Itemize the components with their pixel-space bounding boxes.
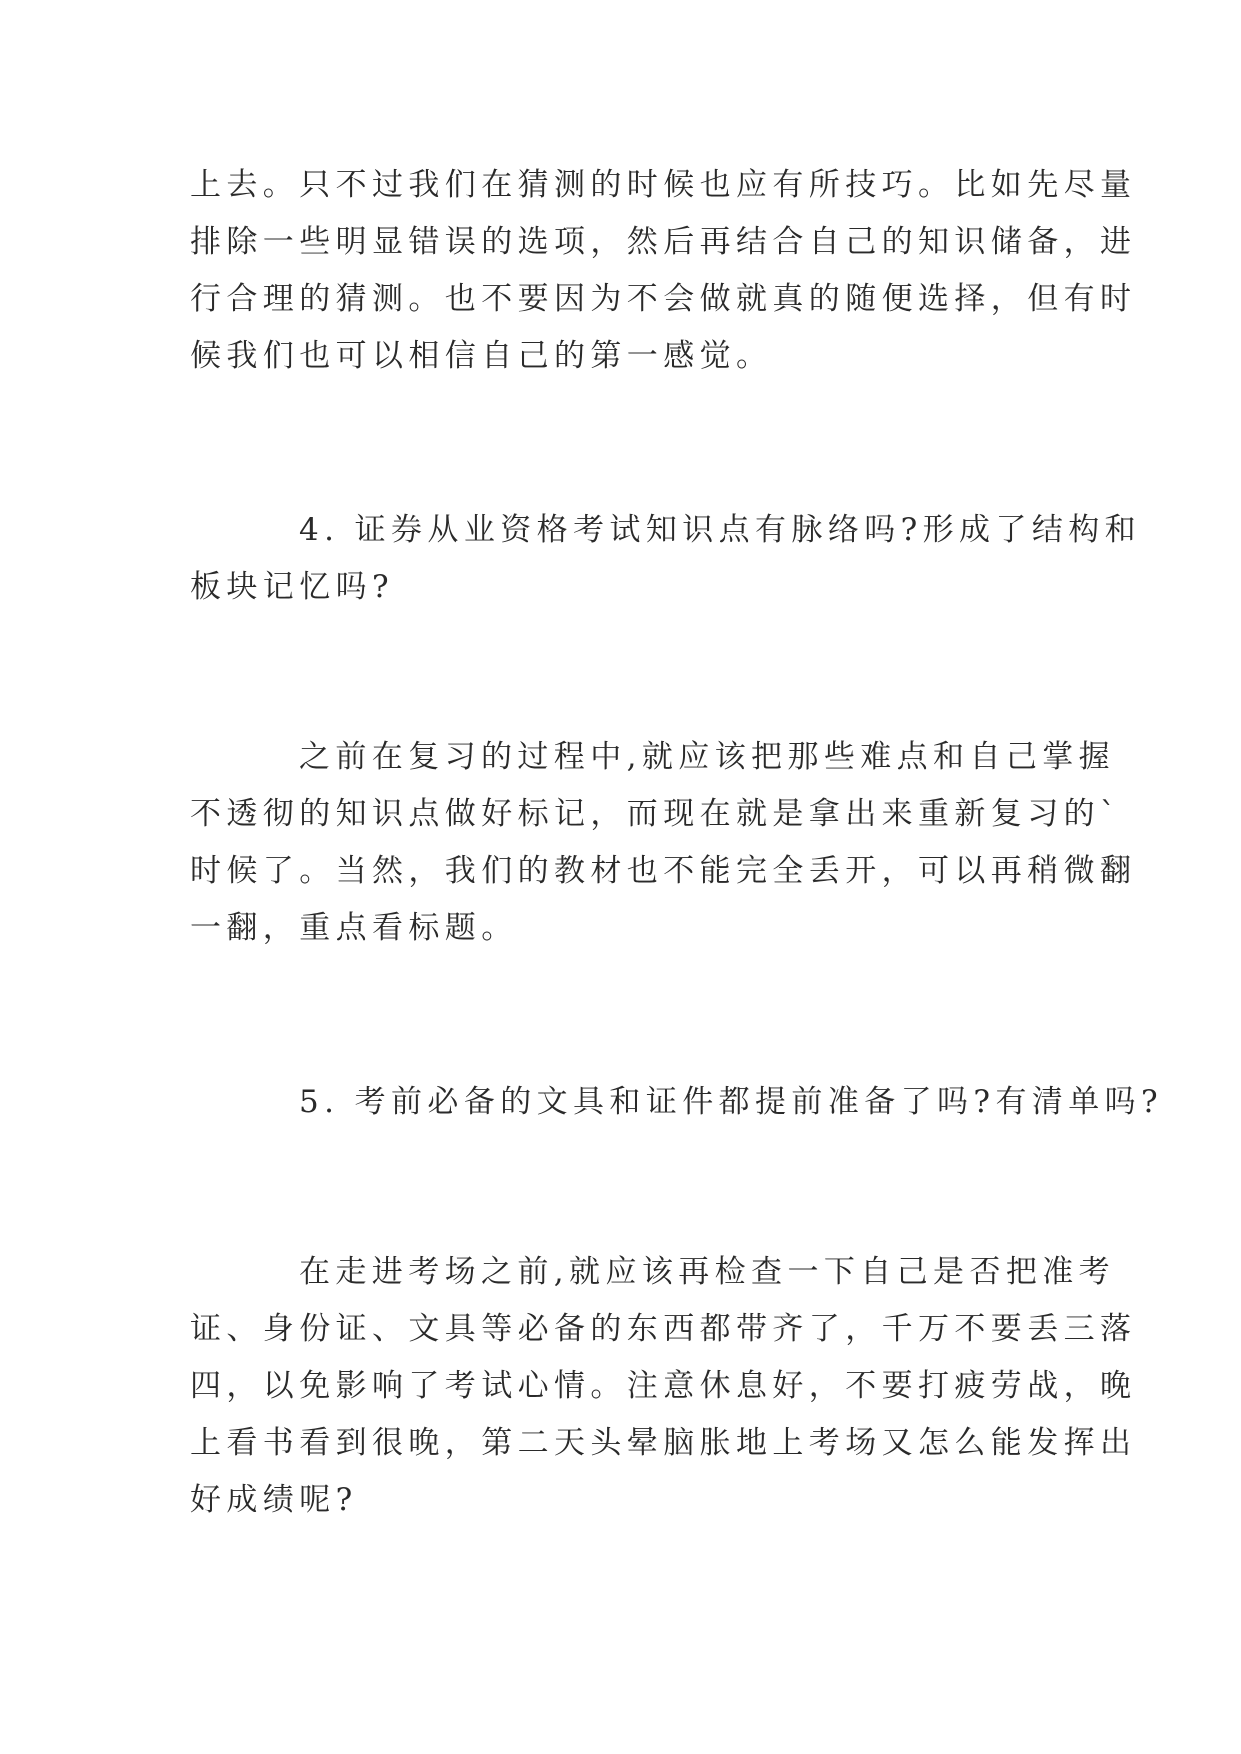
paragraph-line: 好成绩呢? (190, 1482, 358, 1518)
paragraph-line: 不透彻的知识点做好标记，而现在就是拿出来重新复习的` (190, 796, 1121, 832)
paragraph-line: 候我们也可以相信自己的第一感觉。 (190, 338, 773, 374)
paragraph-line: 一翻，重点看标题。 (190, 910, 518, 946)
paragraph-line: 排除一些明显错误的选项，然后再结合自己的知识储备，进 (190, 224, 1137, 260)
paragraph-line: 上看书看到很晚，第二天头晕脑胀地上考场又怎么能发挥出 (190, 1425, 1137, 1461)
paragraph-line: 行合理的猜测。也不要因为不会做就真的随便选择，但有时 (190, 281, 1137, 317)
heading-line: 板块记忆吗? (190, 569, 395, 605)
paragraph-line: 之前在复习的过程中,就应该把那些难点和自己掌握 (299, 739, 1116, 775)
paragraph-line: 上去。只不过我们在猜测的时候也应有所技巧。比如先尽量 (190, 167, 1137, 203)
heading-line: 4. 证券从业资格考试知识点有脉络吗?形成了结构和 (299, 512, 1142, 548)
paragraph-line: 证、身份证、文具等必备的东西都带齐了，千万不要丢三落 (190, 1311, 1137, 1347)
paragraph-line: 四，以免影响了考试心情。注意休息好，不要打疲劳战，晚 (190, 1368, 1137, 1404)
paragraph-line: 在走进考场之前,就应该再检查一下自己是否把准考 (299, 1254, 1116, 1290)
heading-line: 5. 考前必备的文具和证件都提前准备了吗?有清单吗? (299, 1084, 1164, 1120)
paragraph-line: 时候了。当然，我们的教材也不能完全丢开，可以再稍微翻 (190, 853, 1137, 889)
